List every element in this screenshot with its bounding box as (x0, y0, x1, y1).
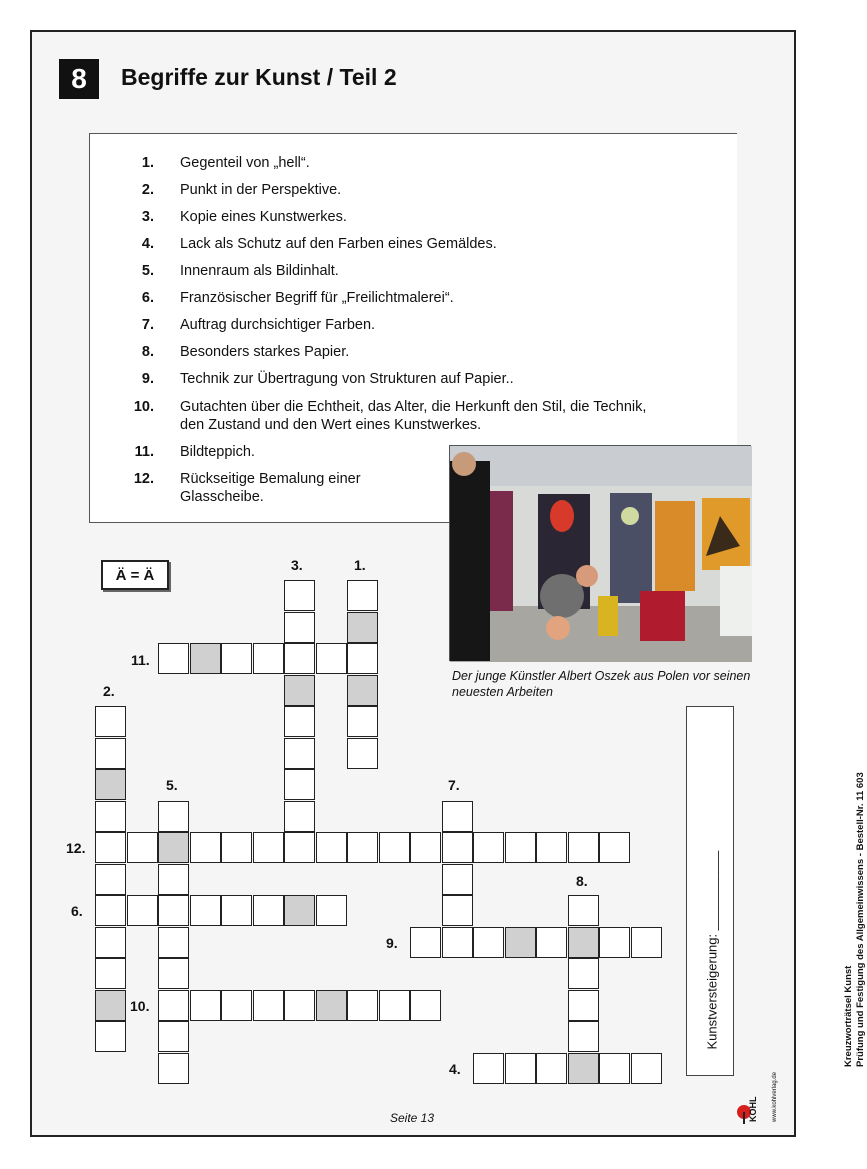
crossword-cell[interactable] (536, 927, 567, 958)
crossword-cell[interactable] (284, 643, 315, 674)
crossword-cell[interactable] (631, 1053, 662, 1084)
crossword-cell[interactable] (158, 832, 189, 863)
side-publication-text: Kreuzworträtsel Kunst Prüfung und Festigung des Allgemeinwissens - Bestell-Nr. 11 603 (843, 772, 866, 1067)
crossword-cell[interactable] (536, 1053, 567, 1084)
crossword-cell[interactable] (599, 832, 630, 863)
photo-caption: Der junge Künstler Albert Oszek aus Polen vor seinen neuesten Arbeiten (452, 669, 751, 699)
crossword-cell[interactable] (316, 990, 347, 1021)
crossword-cell[interactable] (473, 1053, 504, 1084)
svg-text:www.kohlverlag.de: www.kohlverlag.de (772, 1071, 778, 1122)
crossword-cell[interactable] (442, 895, 473, 926)
crossword-cell[interactable] (568, 1053, 599, 1084)
crossword-cell[interactable] (442, 927, 473, 958)
crossword-cell[interactable] (158, 958, 189, 989)
crossword-cell[interactable] (221, 895, 252, 926)
crossword-cell[interactable] (95, 801, 126, 832)
crossword-cell[interactable] (95, 990, 126, 1021)
grid-label-12: 12. (66, 840, 86, 856)
crossword-cell[interactable] (568, 895, 599, 926)
crossword-cell[interactable] (473, 832, 504, 863)
crossword-cell[interactable] (95, 927, 126, 958)
crossword-cell[interactable] (379, 832, 410, 863)
crossword-cell[interactable] (284, 675, 315, 706)
svg-text:KOHL: KOHL (748, 1096, 758, 1122)
grid-label-7: 7. (448, 777, 460, 793)
grid-label-4: 4. (449, 1061, 461, 1077)
crossword-cell[interactable] (158, 1053, 189, 1084)
crossword-cell[interactable] (284, 769, 315, 800)
crossword-cell[interactable] (284, 990, 315, 1021)
crossword-cell[interactable] (190, 990, 221, 1021)
page-title: Begriffe zur Kunst / Teil 2 (121, 64, 397, 90)
crossword-cell[interactable] (599, 1053, 630, 1084)
crossword-cell[interactable] (568, 1021, 599, 1052)
crossword-cell[interactable] (253, 895, 284, 926)
crossword-cell[interactable] (158, 990, 189, 1021)
grid-label-8: 8. (576, 873, 588, 889)
crossword-cell[interactable] (347, 738, 378, 769)
crossword-cell[interactable] (190, 832, 221, 863)
crossword-cell[interactable] (347, 675, 378, 706)
crossword-cell[interactable] (158, 927, 189, 958)
crossword-cell[interactable] (158, 864, 189, 895)
crossword-cell[interactable] (410, 927, 441, 958)
crossword-cell[interactable] (158, 1021, 189, 1052)
crossword-cell[interactable] (158, 895, 189, 926)
artist-photo (449, 445, 751, 661)
umlaut-note: Ä = Ä (101, 560, 169, 590)
crossword-cell[interactable] (505, 927, 536, 958)
crossword-cell[interactable] (95, 895, 126, 926)
crossword-cell[interactable] (127, 895, 158, 926)
crossword-cell[interactable] (631, 927, 662, 958)
crossword-cell[interactable] (284, 895, 315, 926)
section-number: 8 (59, 59, 99, 99)
auction-label: Kunstversteigerung: ___________ (704, 850, 720, 1050)
crossword-cell[interactable] (95, 958, 126, 989)
crossword-cell[interactable] (221, 643, 252, 674)
grid-label-11: 11. (131, 652, 150, 668)
crossword-cell[interactable] (95, 864, 126, 895)
crossword-cell[interactable] (568, 927, 599, 958)
crossword-cell[interactable] (568, 958, 599, 989)
crossword-cell[interactable] (473, 927, 504, 958)
crossword-cell[interactable] (316, 895, 347, 926)
crossword-cell[interactable] (95, 1021, 126, 1052)
crossword-cell[interactable] (316, 643, 347, 674)
crossword-cell[interactable] (95, 769, 126, 800)
crossword-cell[interactable] (347, 580, 378, 611)
grid-label-10: 10. (130, 998, 150, 1014)
crossword-cell[interactable] (442, 864, 473, 895)
crossword-cell[interactable] (347, 990, 378, 1021)
crossword-cell[interactable] (505, 832, 536, 863)
crossword-cell[interactable] (505, 1053, 536, 1084)
crossword-cell[interactable] (284, 580, 315, 611)
crossword-cell[interactable] (284, 612, 315, 643)
crossword-cell[interactable] (158, 643, 189, 674)
gallery-booth-image (450, 446, 752, 662)
crossword-cell[interactable] (253, 990, 284, 1021)
crossword-cell[interactable] (253, 643, 284, 674)
crossword-cell[interactable] (347, 612, 378, 643)
crossword-cell[interactable] (284, 706, 315, 737)
crossword-cell[interactable] (442, 801, 473, 832)
publisher-logo (736, 1060, 782, 1126)
crossword-cell[interactable] (599, 927, 630, 958)
crossword-cell[interactable] (127, 832, 158, 863)
crossword-cell[interactable] (568, 832, 599, 863)
crossword-cell[interactable] (347, 643, 378, 674)
grid-label-5: 5. (166, 777, 178, 793)
crossword-cell[interactable] (379, 990, 410, 1021)
grid-label-1: 1. (354, 557, 366, 573)
crossword-cell[interactable] (158, 801, 189, 832)
crossword-cell[interactable] (536, 832, 567, 863)
grid-label-3: 3. (291, 557, 303, 573)
page-number: Seite 13 (390, 1111, 435, 1125)
crossword-cell[interactable] (568, 990, 599, 1021)
crossword-cell[interactable] (410, 832, 441, 863)
crossword-cell[interactable] (284, 738, 315, 769)
crossword-cell[interactable] (95, 832, 126, 863)
grid-label-6: 6. (71, 903, 83, 919)
crossword-cell[interactable] (347, 832, 378, 863)
crossword-cell[interactable] (221, 990, 252, 1021)
crossword-cell[interactable] (284, 832, 315, 863)
crossword-cell[interactable] (221, 832, 252, 863)
crossword-cell[interactable] (190, 895, 221, 926)
crossword-cell[interactable] (442, 832, 473, 863)
crossword-cell[interactable] (190, 643, 221, 674)
crossword-cell[interactable] (347, 706, 378, 737)
crossword-cell[interactable] (95, 738, 126, 769)
crossword-cell[interactable] (95, 706, 126, 737)
auction-answer-box[interactable] (686, 706, 734, 1076)
crossword-cell[interactable] (253, 832, 284, 863)
clue-box: 1. Gegenteil von „hell“. 2. Punkt in der Perspektive. 3. Kopie eines Kunstwerkes. 4. Lack als Schutz auf den Farben eines Gemäldes. 5. Innenraum als Bildinhalt. 6. Französischer Begriff für „Freilichtmalerei“. 7. Auftrag durchsichtiger Farben. 8. Besonders starkes Papier. 9. Technik zur Übertragung von Strukturen auf Papier.. 10. Gutachten über die Echtheit, das Alter, die Herkunft den Stil, die Technik, den Zustand und den Wert eines Kunstwerkes. 11. Bildteppich. 12. Rückseitige Bemalung einer Glasscheibe. (89, 133, 737, 523)
grid-label-9: 9. (386, 935, 398, 951)
crossword-cell[interactable] (410, 990, 441, 1021)
crossword-cell[interactable] (284, 801, 315, 832)
grid-label-2: 2. (103, 683, 115, 699)
crossword-cell[interactable] (316, 832, 347, 863)
